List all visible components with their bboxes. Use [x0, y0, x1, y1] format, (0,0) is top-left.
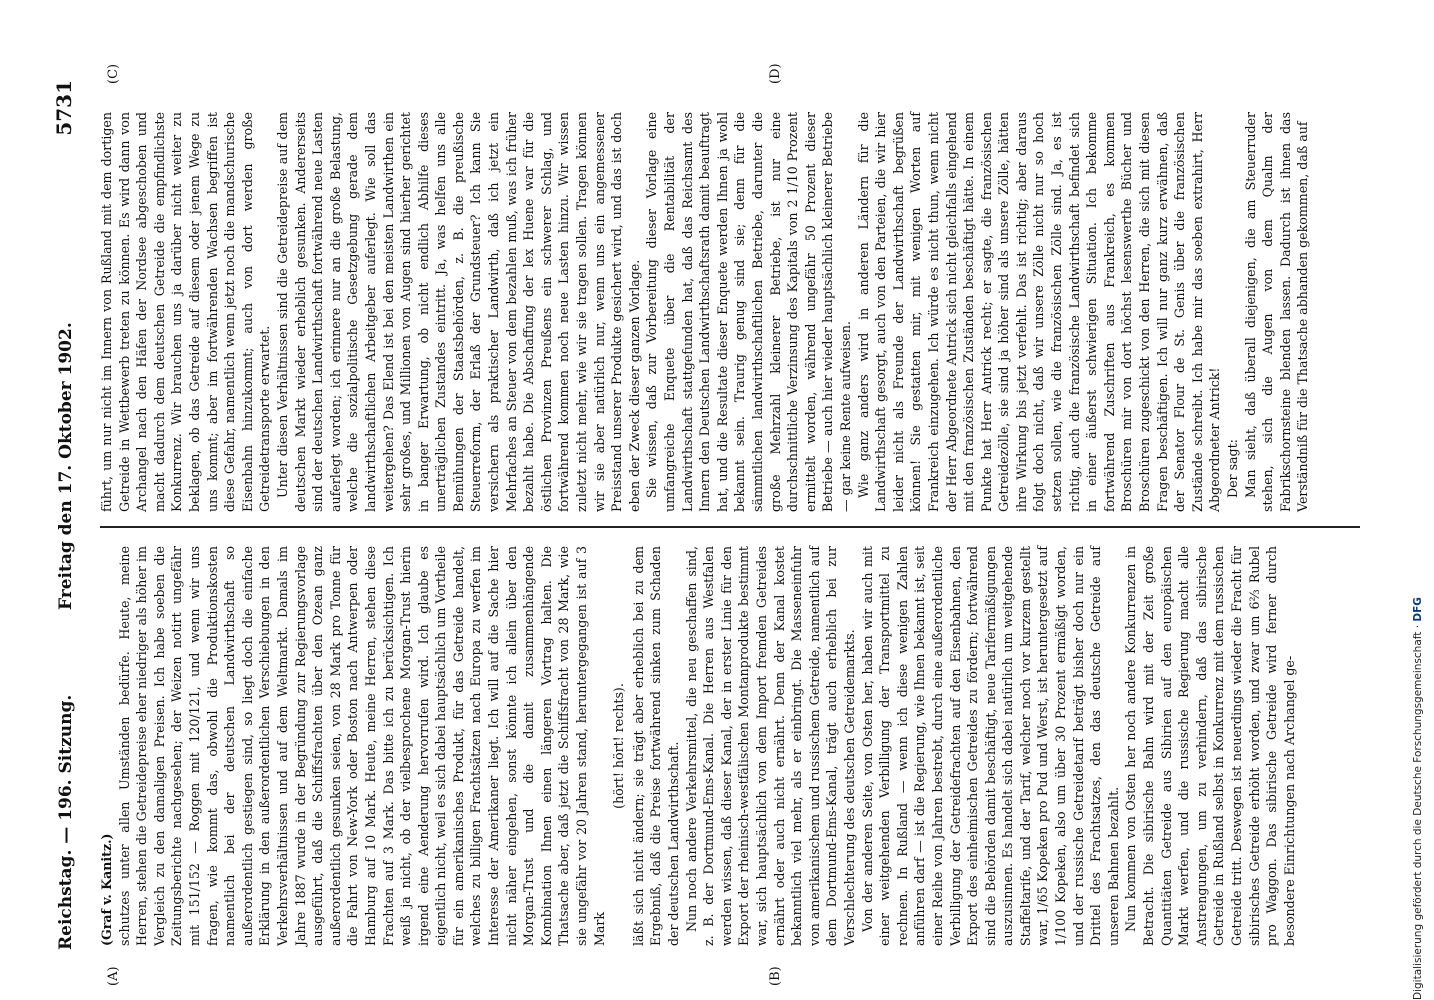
marker-b: (B) [768, 966, 783, 986]
speaker-label: (Graf v. Kanitz.) [99, 833, 114, 946]
right-paragraph-4: Wie ganz anders wird in anderen Ländern für die Landwirthschaft gesorgt, auch von den Parteien, die wir hier leider nicht als Freunde der Landwirthschaft begrüßen können! Sie gestatten mir, mit wenigen Worten auf Frankreich einzugehen. Ich würde es nicht thun, wenn nicht der Herr Abgeordnete Antrick sich nicht gleichfalls eingehend mit den französischen Zuständen beschäftigt hätte. In einem Punkte hat Herr Antrick recht; er sagte, die französischen Getreidezölle, sie sind ja höher sind als unsere Zölle, hätten ihre Wirkung bis jetzt verfehlt. Das ist richtig; aber daraus folgt doch nicht, daß wir unsere Zölle nicht nur so hoch setzen sollen, wie die französischen Zölle sind. Ja, es ist richtig, auch die französische Landwirthschaft befindet sich in einer äußerst schwierigen Situation. Ich bekomme fortwährend Zuschriften aus Frankreich, es kommen Broschüren mir von dort höchst lesenswerthe Bücher und Broschüren zugeschickt von den Herren, die sich mit diesen Fragen beschäftigen. Ich will nur ganz kurz erwähnen, daß der Senator Flour de St. Genis über die französischen Zustände schreibt. Ich habe mir das soeben extrahirt, Herr Abgeordneter Antrick! [855, 112, 1223, 512]
credit-text: Digitalisierung gefördert durch die Deutsche Forschungsgemeinschaft [1412, 631, 1424, 1000]
right-paragraph-1: führt, um nur nicht im Innern von Rußland mit dem dortigen Getreide in Wettbewerb treten zu können. Es wird dann von Archangel nach den Häfen der Nordsee abgeschoben und macht dadurch dem deutschen Getreide die empfindlichste Konkurrenz. Wir brauchen uns ja darüber nicht weiter zu beklagen, ob das Getreide auf diesem oder jenem Wege zu uns kommt; aber im fortwährenden Wachsen begriffen ist diese Gefahr, namentlich wenn jetzt noch die mandschurische Eisenbahn hinzukommt; auch von dort werden große Getreidetransporte erwartet. [99, 112, 273, 512]
right-paragraph-6: Man sieht, daß überall diejenigen, die am Steuerruder stehen, sich die Augen von dem Qualm der Fabrikschornsteine blenden lassen. Dadurch ist ihnen das Verständniß für die Thatsache abhanden gekommen, daß auf [1242, 112, 1311, 512]
page-header [48, 40, 88, 990]
header-left: Reichstag. — 196. Sitzung. [56, 694, 76, 950]
digitization-credit: Digitalisierung gefördert durch die Deutsche Forschungsgemeinschaft · DFG [1412, 597, 1424, 1000]
left-paragraph-2: läßt sich nicht ändern; sie trägt aber erheblich bei zu dem Ergebniß, daß die Preise fortwährend sinken zum Schaden der deutschen Landwirthschaft. [630, 546, 681, 946]
left-paragraph-1: schutzes unter allen Umständen bedürfe. Heute, meine Herren, stehen die Getreidepreise eher niedriger als höher im Vergleich zu den damaligen Preisen. Ich habe soeben die Zeitungsberichte nachgesehen; der Weizen notirt ungefähr mit 151/152 — Roggen mit 120/121, und wenn wir uns fragen, wie kommt das, obwohl die Produktionskosten namentlich bei der deutschen Landwirthschaft so außerordentlich gestiegen sind, so liegt doch die einfache Erklärung in den außerordentlichen Verschiebungen in den Verkehrsverhältnissen und auf dem Weltmarkt. Damals im Jahre 1887 wurde in der Begründung zur Regierungsvorlage ausgeführt, daß die Schiffsfrachten über den Ozean ganz außerordentlich gesunken seien, von 28 Mark pro Tonne für die Fahrt von New-York oder Boston nach Antwerpen oder Hamburg auf 10 Mark. Heute, meine Herren, stehen diese Frachten auf 3 Mark. Das bitte ich zu berücksichtigen. Ich weiß ja nicht, ob der vielbesprochene Morgan-Trust hierin irgend eine Aenderung hervorrufen wird. Ich glaube es eigentlich nicht, weil es sich dabei hauptsächlich um Vortheile für ein amerikanisches Produkt, für das Getreide handelt, welches zu billigen Frachtsätzen nach Europa zu werfen im Interesse der Amerikaner liegt. Ich will auf die Sache hier nicht näher eingehen, sonst könnte ich allein über den Morgan-Trust und die damit zusammenhängende Kombination Ihnen einen längeren Vortrag halten. Die Thatsache aber, daß jetzt die Schiffsfracht von 28 Mark, wie sie ungefähr vor 20 Jahren stand, heruntergegangen ist auf 3 Mark [116, 546, 607, 946]
left-column [98, 546, 1368, 946]
left-paragraph-3: Nun noch andere Verkehrsmittel, die neu geschaffen sind, z. B. der Dortmund-Ems-Kanal. Die Herren aus Westfalen werden wissen, daß dieser Kanal, der in erster Linie für den Export der rheinisch-westfälischen Montanprodukte bestimmt war, sich hauptsächlich von dem Import fremden Getreides ernährt oder auch nicht ernährt. Denn der Kanal kostet bekanntlich viel mehr, als er einbringt. Die Masseneinfuhr von amerikanischem und russischem Getreide, namentlich auf dem Dortmund-Ems-Kanal, trägt auch erheblich bei zur Verschlechterung des deutschen Getreidemarkts. [683, 546, 857, 946]
page-number: 5731 [52, 80, 76, 136]
column-divider [100, 526, 1360, 528]
header-date: Freitag den 17. Oktober 1902. [56, 322, 76, 610]
right-paragraph-2: Unter diesen Verhältnissen sind die Getreidepreise auf dem deutschen Markt wieder erheblich gesunken. Andererseits sind der deutschen Landwirthschaft fortwährend neue Lasten auferlegt worden; ich erinnere nur an die große Belastung, welche die sozialpolitische Gesetzgebung gerade dem landwirthschaftlichen Arbeitgeber auferlegt. Wie soll das weitergehen? Das Elend ist bei den meisten Landwirthen ein sehr großes, und Millionen von Augen sind hierher gerichtet in banger Erwartung, ob nicht endlich Abhilfe dieses unerträglichen Zustandes eintritt. Ja, was helfen uns alle Bemühungen der Staatsbehörden, z. B. die preußische Steuerreform, der Erlaß der Grundsteuer? Ich kann Sie versichern als praktischer Landwirth, daß ich jetzt ein Mehrfaches an Steuer von dem bezahlen muß, was ich früher bezahlt habe. Die Abschaffung der lex Huene war für die östlichen Provinzen Preußens ein schwerer Schlag, und fortwährend kommen noch neue Lasten hinzu. Wir wissen zuletzt nicht mehr, wie wir sie tragen sollen. Tragen können wir sie aber natürlich nur, wenn uns ein angemessener Preisstand unserer Produkte gesichert wird, und das ist doch eben der Zweck dieser ganzen Vorlage. [274, 112, 642, 512]
dfg-logo: DFG [1412, 597, 1424, 622]
right-paragraph-3: Sie wissen, daß zur Vorbereitung dieser Vorlage eine umfangreiche Enquete über die Rentabilität der Landwirthschaft stattgefunden hat, daß das Reichsamt des Innern den Deutschen Landwirthschaftsrath damit beauftragt hat, und die Resultate dieser Enquete werden Ihnen ja wohl bekannt sein. Traurig genug sind sie; denn für die sämmtlichen landwirthschaftlichen Betriebe, darunter die große Mehrzahl kleinerer Betriebe, ist nur eine durchschnittliche Verzinsung des Kapitals von 2 1/10 Prozent ermittelt worden, während ungefähr 50 Prozent dieser Betriebe — auch hier wieder hauptsächlich kleinerer Betriebe — gar keine Rente aufweisen. [644, 112, 853, 512]
interjection: (hört! hört! rechts). [611, 683, 627, 809]
marker-c: (C) [106, 63, 121, 84]
left-paragraph-4: Von der anderen Seite, von Osten her, haben wir auch mit einer weitgehenden Verbilligung der Transportmittel zu rechnen. In Rußland — wenn ich diese wenigen Zahlen anführen darf — ist die Regierung, wie Ihnen bekannt ist, seit einer Reihe von Jahren bestrebt, durch eine außerordentliche Verbilligung der Getreidefrachten auf den Eisenbahnen, den Export des einheimischen Getreides zu fördern; fortwährend sind die Behörden damit beschäftigt, neue Tarifermäßigungen auszusinnen. Es handelt sich dabei natürlich um weitgehende Staffeltarife, und der Tarif, welcher noch vor kurzem gestellt war, 1/65 Kopeken pro Pud und Werst, ist heruntergesetzt auf 1/100 Kopeken, also um über 30 Prozent ermäßigt worden, und der russische Getreidetarif beträgt bisher doch nur ein Drittel des Frachtsatzes, den das deutsche Getreide auf unseren Bahnen bezahlt. [859, 546, 1121, 946]
marker-a: (A) [106, 966, 121, 986]
rotated-newspaper-page [48, 40, 1408, 990]
left-paragraph-5: Nun kommen von Osten her noch andere Konkurrenzen in Betracht. Die sibirische Bahn wird mit der Zeit große Quantitäten Getreide aus Sibirien auf den europäischen Markt werfen, und die russische Regierung macht alle Anstrengungen, um zu verhindern, daß das sibirische Getreide in Rußland selbst in Konkurrenz mit dem russischen Getreide tritt. Deswegen ist neuerdings wieder die Fracht für sibirisches Getreide erhöht worden, und zwar um 6⅔ Rubel pro Waggon. Das sibirische Getreide wird ferner durch besondere Einrichtungen nach Archangel ge- [1123, 546, 1297, 946]
right-column [98, 112, 1368, 512]
right-paragraph-5: Der sagt: [1225, 439, 1240, 498]
marker-d: (D) [768, 63, 783, 84]
